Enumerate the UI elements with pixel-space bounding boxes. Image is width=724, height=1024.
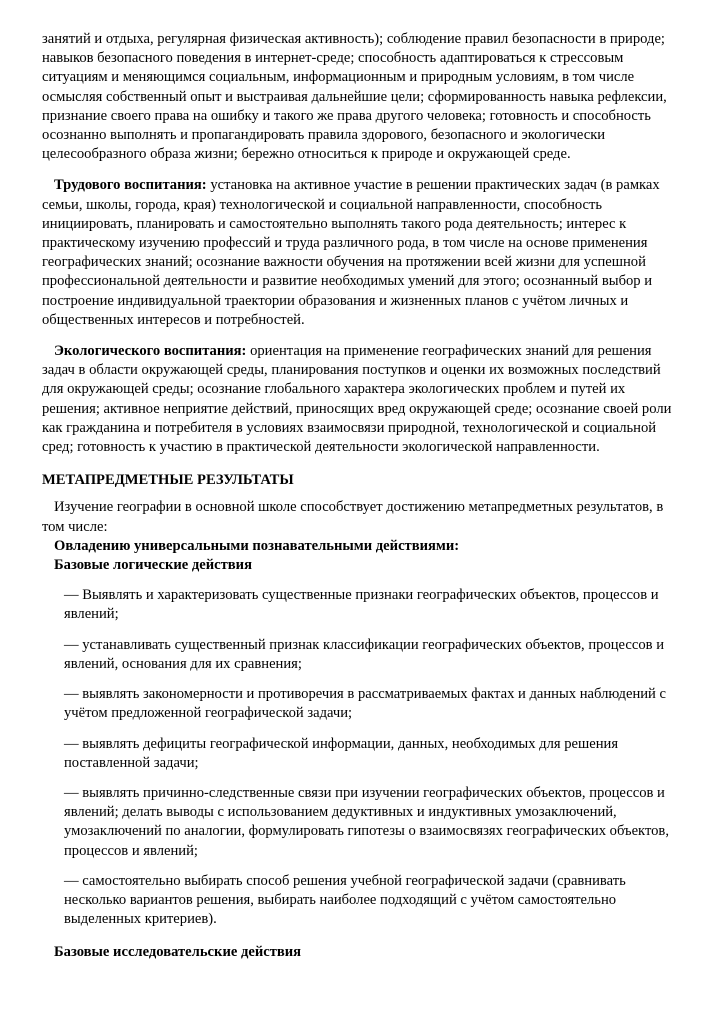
ecology-education-paragraph (42, 342, 682, 457)
universal-actions-heading: Овладению универсальными познавательными действиями: (54, 537, 460, 554)
ecology-education-text: ориентация на применение географических знаний для решения задач в области окружающей среды, планирования поступков и оценки их возможных последствий для окружающей среды; осознание глобального характера экологических проблем и путей их решения; активное неприятие действий, приносящих вред окружающей среде; осознание своей роли как гражданина и потребителя в условиях взаимосвязи природной, технологической и социальной сред; готовность к участию в практической деятельности экологической направленности. (42, 343, 672, 456)
list-item: — выявлять закономерности и противоречия в рассматриваемых фактах и данных наблюдений с учётом предложенной географической задачи; (64, 686, 666, 722)
document-page (42, 30, 682, 963)
list-item: — самостоятельно выбирать способ решения учебной географической задачи (сравнивать несколько вариантов решения, выбирать наиболее подходящий с учётом самостоятельно выделенных критериев). (64, 872, 626, 928)
meta-results-intro: Изучение географии в основной школе способствует достижению метапредметных результатов, в том числе: (42, 499, 664, 535)
health-paragraph-continuation: занятий и отдыха, регулярная физическая активность); соблюдение правил безопасности в природе; навыков безопасного поведения в интернет-среде; способность адаптироваться к стрессовым ситуациям и меняющимся социальным, информационным и природным условиям, в том числе осмысляя собственный опыт и выстраивая дальнейшие цели; сформированность навыка рефлексии, признание своего права на ошибку и такого же права другого человека; готовность и способность осознанно выполнять и пропагандировать правила здорового, безопасного и экологически целесообразного образа жизни; бережно относиться к природе и окружающей среде. (42, 31, 667, 163)
list-item: — выявлять причинно-следственные связи при изучении географических объектов, процессов и явлений; делать выводы с использованием дедуктивных и индуктивных умозаключений, умозаключений по аналогии, формулировать гипотезы о взаимосвязях географических объектов, процессов и явлений; (64, 784, 669, 859)
meta-results-heading: МЕТАПРЕДМЕТНЫЕ РЕЗУЛЬТАТЫ (42, 472, 294, 489)
list-item: — устанавливать существенный признак классификации географических объектов, процессов и явлений, основания для их сравнения; (64, 636, 665, 672)
logical-actions-heading: Базовые логические действия (54, 557, 252, 574)
list-item: — выявлять дефициты географической информации, данных, необходимых для решения поставленной задачи; (64, 735, 619, 771)
list-item: — Выявлять и характеризовать существенные признаки географических объектов, процессов и явлений; (64, 587, 659, 623)
labor-education-label: Трудового воспитания: (54, 177, 207, 194)
labor-education-paragraph (42, 176, 682, 330)
research-actions-heading: Базовые исследовательские действия (54, 944, 302, 961)
logical-actions-list (42, 586, 682, 929)
ecology-education-label: Экологического воспитания: (54, 343, 247, 360)
labor-education-text: установка на активное участие в решении практических задач (в рамках семьи, школы, города, края) технологической и социальной направленности, способность инициировать, планировать и самостоятельно выполнять такого рода деятельность; интерес к практическому изучению профессий и труда различного рода, в том числе на основе применения географических знаний; осознание важности обучения на протяжении всей жизни для успешной профессиональной деятельности и развитие необходимых умений для этого; осознанный выбор и построение индивидуальной траектории образования и жизненных планов с учётом личных и общественных интересов и потребностей. (42, 177, 660, 328)
